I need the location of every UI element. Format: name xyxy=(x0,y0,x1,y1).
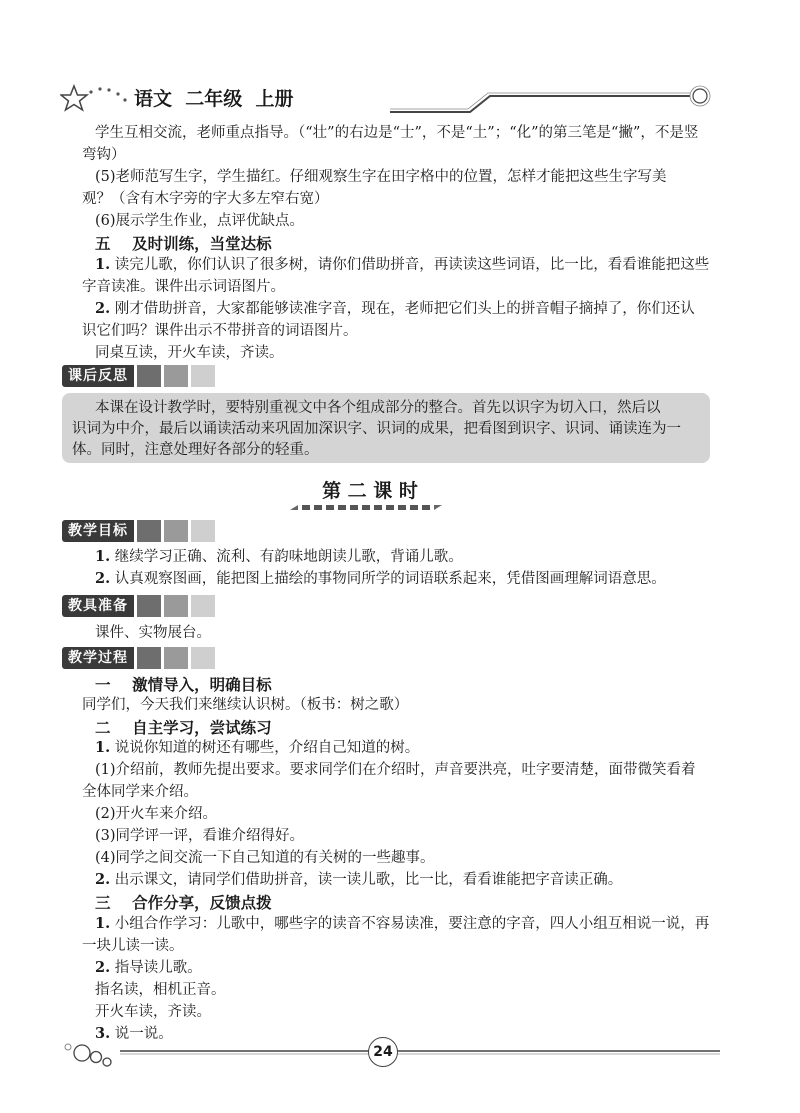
section-heading: 一 激情导入，明确目标 xyxy=(95,676,272,694)
text-line: (4)同学之间交流一下自己知道的有关树的一些趣事。 xyxy=(95,850,435,866)
page-number-badge xyxy=(368,1037,398,1067)
title-underline xyxy=(290,502,450,512)
text-line xyxy=(95,737,708,759)
tag-block xyxy=(164,520,188,542)
tag-block xyxy=(137,647,161,669)
footer-rule xyxy=(120,1035,720,1065)
item-number: 2. xyxy=(95,570,111,587)
tag-label: 教学过程 xyxy=(62,647,134,669)
text-line xyxy=(95,913,708,935)
item-text: 刚才借助拼音，大家都能够读准字音，现在，老师把它们头上的拼音帽子摘掉了，你们还认 xyxy=(114,301,695,317)
item-number: 2. xyxy=(95,300,111,317)
text-line: 指名读，相机正音。 xyxy=(95,982,226,998)
tag-block xyxy=(191,520,215,542)
text-line: 全体同学来介绍。 xyxy=(82,784,198,800)
tag-block xyxy=(191,647,215,669)
tools-tag xyxy=(62,594,215,618)
section-heading: 三 合作分享，反馈点拨 xyxy=(95,894,272,912)
text-line: (3)同学评一评，看谁介绍得好。 xyxy=(95,828,305,844)
item-text: 说说你知道的树还有哪些，介绍自己知道的树。 xyxy=(114,740,420,756)
text-line: (1)介绍前，教师先提出要求。要求同学们在介绍时，声音要洪亮，吐字要清楚，面带微笑看着 xyxy=(95,762,696,778)
item-number: 1. xyxy=(95,915,111,932)
text-line: 识它们吗？课件出示不带拼音的词语图片。 xyxy=(82,323,358,339)
text-line xyxy=(95,957,708,979)
item-text: 继续学习正确、流利、有韵味地朗读儿歌，背诵儿歌。 xyxy=(114,549,463,565)
tag-block xyxy=(164,365,188,387)
reflection-line: 本课在设计教学时，要特别重视文中各个组成部分的整合。首先以识字为切入口，然后以 xyxy=(95,400,661,416)
item-text: 指导读儿歌。 xyxy=(114,960,202,976)
item-text: 读完儿歌，你们认识了很多树，请你们借助拼音，再读读这些词语，比一比，看看谁能把这些 xyxy=(114,257,710,273)
text-line: 字音读准。课件出示词语图片。 xyxy=(82,279,285,295)
header-title: 语文 二年级 上册 xyxy=(134,88,294,110)
tag-block xyxy=(191,595,215,617)
item-text: 说一说。 xyxy=(114,1026,173,1042)
reflection-line: 体。同时，注意处理好各部分的轻重。 xyxy=(72,442,319,458)
text-line: 课件、实物展台。 xyxy=(95,625,211,641)
text-line xyxy=(95,869,708,891)
text-line: (6)展示学生作业，点评优缺点。 xyxy=(95,213,305,229)
text-line xyxy=(95,568,708,590)
header-rule xyxy=(390,84,720,114)
item-number: 1. xyxy=(95,548,111,565)
tag-label: 教学目标 xyxy=(62,520,134,542)
tag-block xyxy=(164,595,188,617)
item-text: 出示课文，请同学们借助拼音，读一读儿歌，比一比，看看谁能把字音读正确。 xyxy=(114,872,623,888)
lesson-title xyxy=(290,476,450,516)
item-number: 2. xyxy=(95,959,111,976)
reflection-tag xyxy=(62,364,215,388)
page-footer xyxy=(60,1035,720,1075)
tag-block xyxy=(164,647,188,669)
star-decoration-icon xyxy=(60,82,130,114)
page-header xyxy=(60,78,720,114)
tag-block xyxy=(191,365,215,387)
item-number: 1. xyxy=(95,739,111,756)
process-tag xyxy=(62,646,215,670)
text-line: 观？（含有木字旁的字大多左窄右宽） xyxy=(82,191,329,207)
page-number: 24 xyxy=(373,1044,393,1060)
section-heading: 五 及时训练，当堂达标 xyxy=(95,235,272,253)
text-line: (5)老师范写生字，学生描红。仔细观察生字在田字格中的位置，怎样才能把这些生字写美 xyxy=(95,169,667,185)
text-line: 学生互相交流，老师重点指导。（“壮”的右边是“士”，不是“土”；“化”的第三笔是“撇”，不是竖 xyxy=(95,125,699,141)
section-heading: 二 自主学习，尝试练习 xyxy=(95,719,272,737)
text-line xyxy=(95,298,708,320)
text-line xyxy=(95,546,708,568)
tag-block xyxy=(137,365,161,387)
item-text: 小组合作学习：儿歌中，哪些字的读音不容易读准，要注意的字音，四人小组互相说一说，再 xyxy=(114,916,710,932)
text-line: 同桌互读，开火车读，齐读。 xyxy=(95,345,284,361)
text-line: 同学们，今天我们来继续认识树。（板书：树之歌） xyxy=(82,697,409,713)
item-number: 1. xyxy=(95,256,111,273)
text-line: 弯钩） xyxy=(82,147,126,163)
lesson-title-text: 第 二 课 时 xyxy=(322,480,418,502)
tag-label: 教具准备 xyxy=(62,595,134,617)
text-line: (2)开火车来介绍。 xyxy=(95,806,218,822)
item-number: 2. xyxy=(95,871,111,888)
text-line xyxy=(95,254,708,276)
tag-label: 课后反思 xyxy=(62,365,134,387)
reflection-line: 识词为中介，最后以诵读活动来巩固加深识字、识词的成果，把看图到识字、识词、诵读连为一 xyxy=(72,421,681,437)
tag-block xyxy=(137,595,161,617)
item-text: 认真观察图画，能把图上描绘的事物同所学的词语联系起来，凭借图画理解词语意思。 xyxy=(114,571,666,587)
text-line: 一块儿读一读。 xyxy=(82,938,184,954)
tag-block xyxy=(137,520,161,542)
goals-tag xyxy=(62,519,215,543)
item-number: 3. xyxy=(95,1025,111,1042)
text-line: 开火车读，齐读。 xyxy=(95,1004,211,1020)
